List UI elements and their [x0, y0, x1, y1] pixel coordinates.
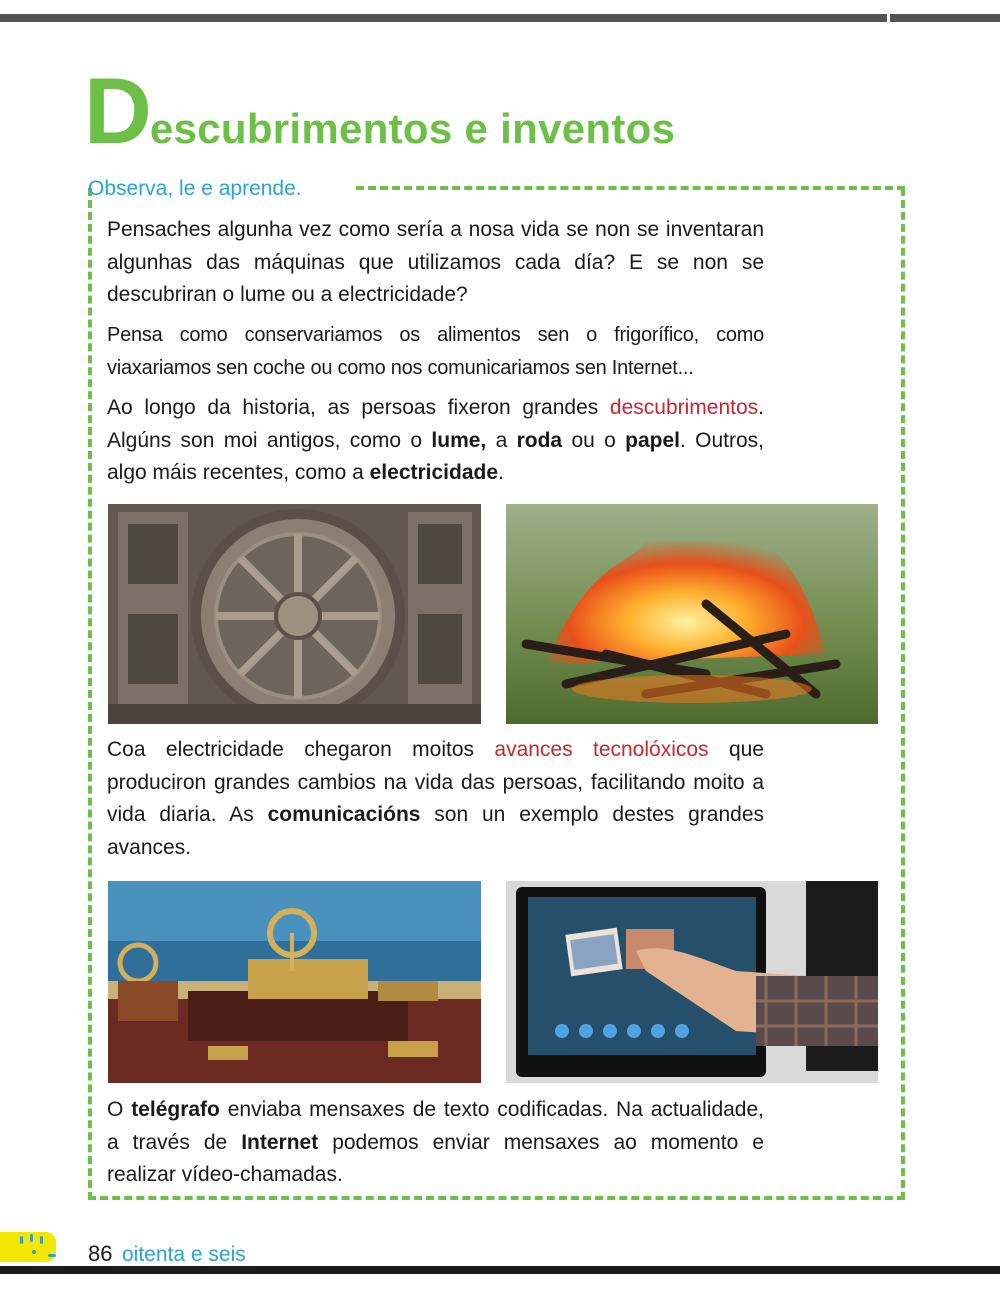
keyword-lume: lume,: [431, 428, 487, 452]
title-rest: escubrimentos e inventos: [149, 105, 676, 152]
paragraph-3: Ao longo da historia, as persoas fixeron grandes descubrimentos. Algúns son moi antigos, como o lume, a roda ou o papel. Outros, algo máis recentes, como a electricidade.: [107, 396, 764, 484]
paragraph-1: Pensaches algunha vez como sería a nosa vida se non se inventaran algunhas das máquinas que utilizamos cada día? E se non se descubriran o lume ou a electricidade?: [107, 218, 764, 306]
campfire-photo: [506, 504, 878, 724]
keyword-electricidade: electricidade: [369, 461, 499, 484]
paragraph-2: Pensa como conservariamos os alimentos sen o frigorífico, como viaxariamos sen coche ou como nos comunicariamos sen Internet...: [107, 324, 764, 379]
paragraph-5: O telégrafo enviaba mensaxes de texto codificadas. Na actualidade, a través de Internet podemos enviar mensaxes ao momento e realizar vídeo-chamadas.: [107, 1098, 764, 1186]
stone-wheel-photo: [108, 504, 481, 724]
top-rule: [0, 14, 1000, 22]
page-number: 86: [88, 1241, 113, 1266]
page-title: [84, 58, 676, 163]
dashed-frame-top: [356, 186, 905, 190]
keyword-comunicacions: comunicacións: [267, 803, 421, 826]
keyword-telegrafo: telégrafo: [131, 1098, 220, 1121]
keyword-papel: papel: [625, 428, 680, 452]
footer-tab: [0, 1232, 56, 1262]
telegraph-photo: [108, 881, 481, 1083]
page-number-words: oitenta e seis: [122, 1243, 246, 1266]
keyword-avances-tecnoloxicos: avances tecnolóxicos: [494, 738, 709, 761]
title-initial: D: [84, 58, 150, 163]
keyword-roda: roda: [516, 428, 563, 452]
keyword-descubrimentos: descubrimentos: [609, 396, 759, 419]
touchscreen-computer-photo: [506, 881, 878, 1083]
subtitle: Observa, le e aprende.: [88, 177, 302, 200]
bottom-rule: [0, 1266, 1000, 1274]
paragraph-4: Coa electricidade chegaron moitos avances tecnolóxicos que produciron grandes cambios na vida das persoas, facilitando moito a vida diaria. As comunicacións son un exemplo destes grandes avances.: [107, 738, 764, 859]
keyword-internet: Internet: [241, 1130, 319, 1154]
